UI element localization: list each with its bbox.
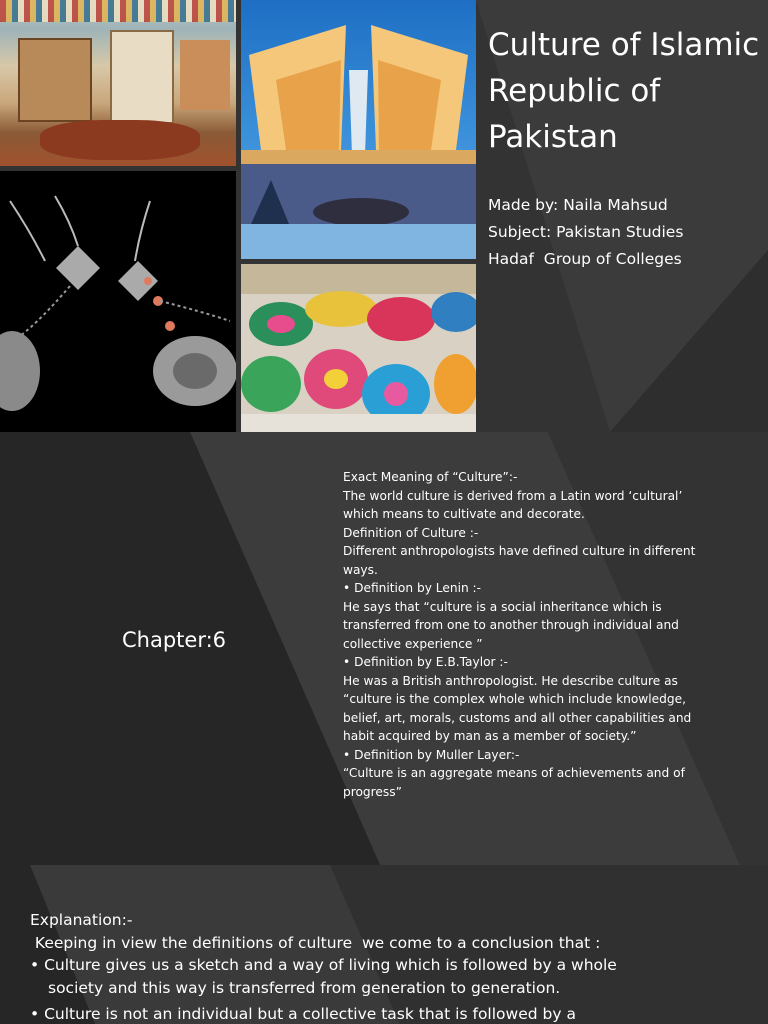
text-line: Different anthropologists have defined culture in different ways. <box>343 544 696 577</box>
title-slide <box>0 0 768 432</box>
text-line: He says that “culture is a social inheritance which is transferred from one to another through individual and collective experience ” <box>343 599 679 651</box>
text-line: • Definition by Lenin :- <box>343 581 482 595</box>
painted-pottery-photo <box>241 264 476 432</box>
text-line: Definition of Culture :- <box>343 525 479 540</box>
explanation-text <box>30 909 750 1024</box>
text-line: Explanation:- <box>30 911 133 929</box>
definitions-slide <box>0 432 768 865</box>
presentation-title: Culture of Islamic Republic of Pakistan <box>488 27 760 155</box>
text-line: The world culture is derived from a Latin word ‘cultural’ which means to cultivate and decorate. <box>343 488 683 521</box>
subject-line: Subject: Pakistan Studies <box>488 223 684 241</box>
author-info <box>488 192 683 273</box>
text-line: • Definition by E.B.Taylor :- <box>343 655 508 669</box>
text-line: Keeping in view the definitions of culture we come to a conclusion that : <box>30 933 601 952</box>
silver-necklaces-photo <box>0 171 236 432</box>
text-line: • Definition by Muller Layer:- <box>343 747 520 762</box>
text-line: He was a British anthropologist. He describe culture as “culture is the complex whole which include knowledge, belief, art, morals, customs and all other capabilities and habit acquired by man as a member of society.” <box>343 673 692 743</box>
explanation-slide <box>0 865 768 1024</box>
institution-line: Hadaf Group of Colleges <box>488 250 682 268</box>
definitions-text <box>343 468 718 801</box>
text-line: “Culture is an aggregate means of achievements and of progress” <box>343 766 685 799</box>
handicraft-shop-photo <box>0 0 236 166</box>
author-line: Made by: Naila Mahsud <box>488 196 668 214</box>
text-line: • Culture is not an individual but a collective task that is followed by a <box>30 1005 576 1023</box>
chapter-heading: Chapter:6 <box>122 628 227 652</box>
text-line: Exact Meaning of “Culture”:- <box>343 470 518 484</box>
pakistan-monument-photo <box>241 0 476 259</box>
text-line: • Culture gives us a sketch and a way of living which is followed by a whole society and this way is transferred from generation to generation. <box>30 956 617 997</box>
